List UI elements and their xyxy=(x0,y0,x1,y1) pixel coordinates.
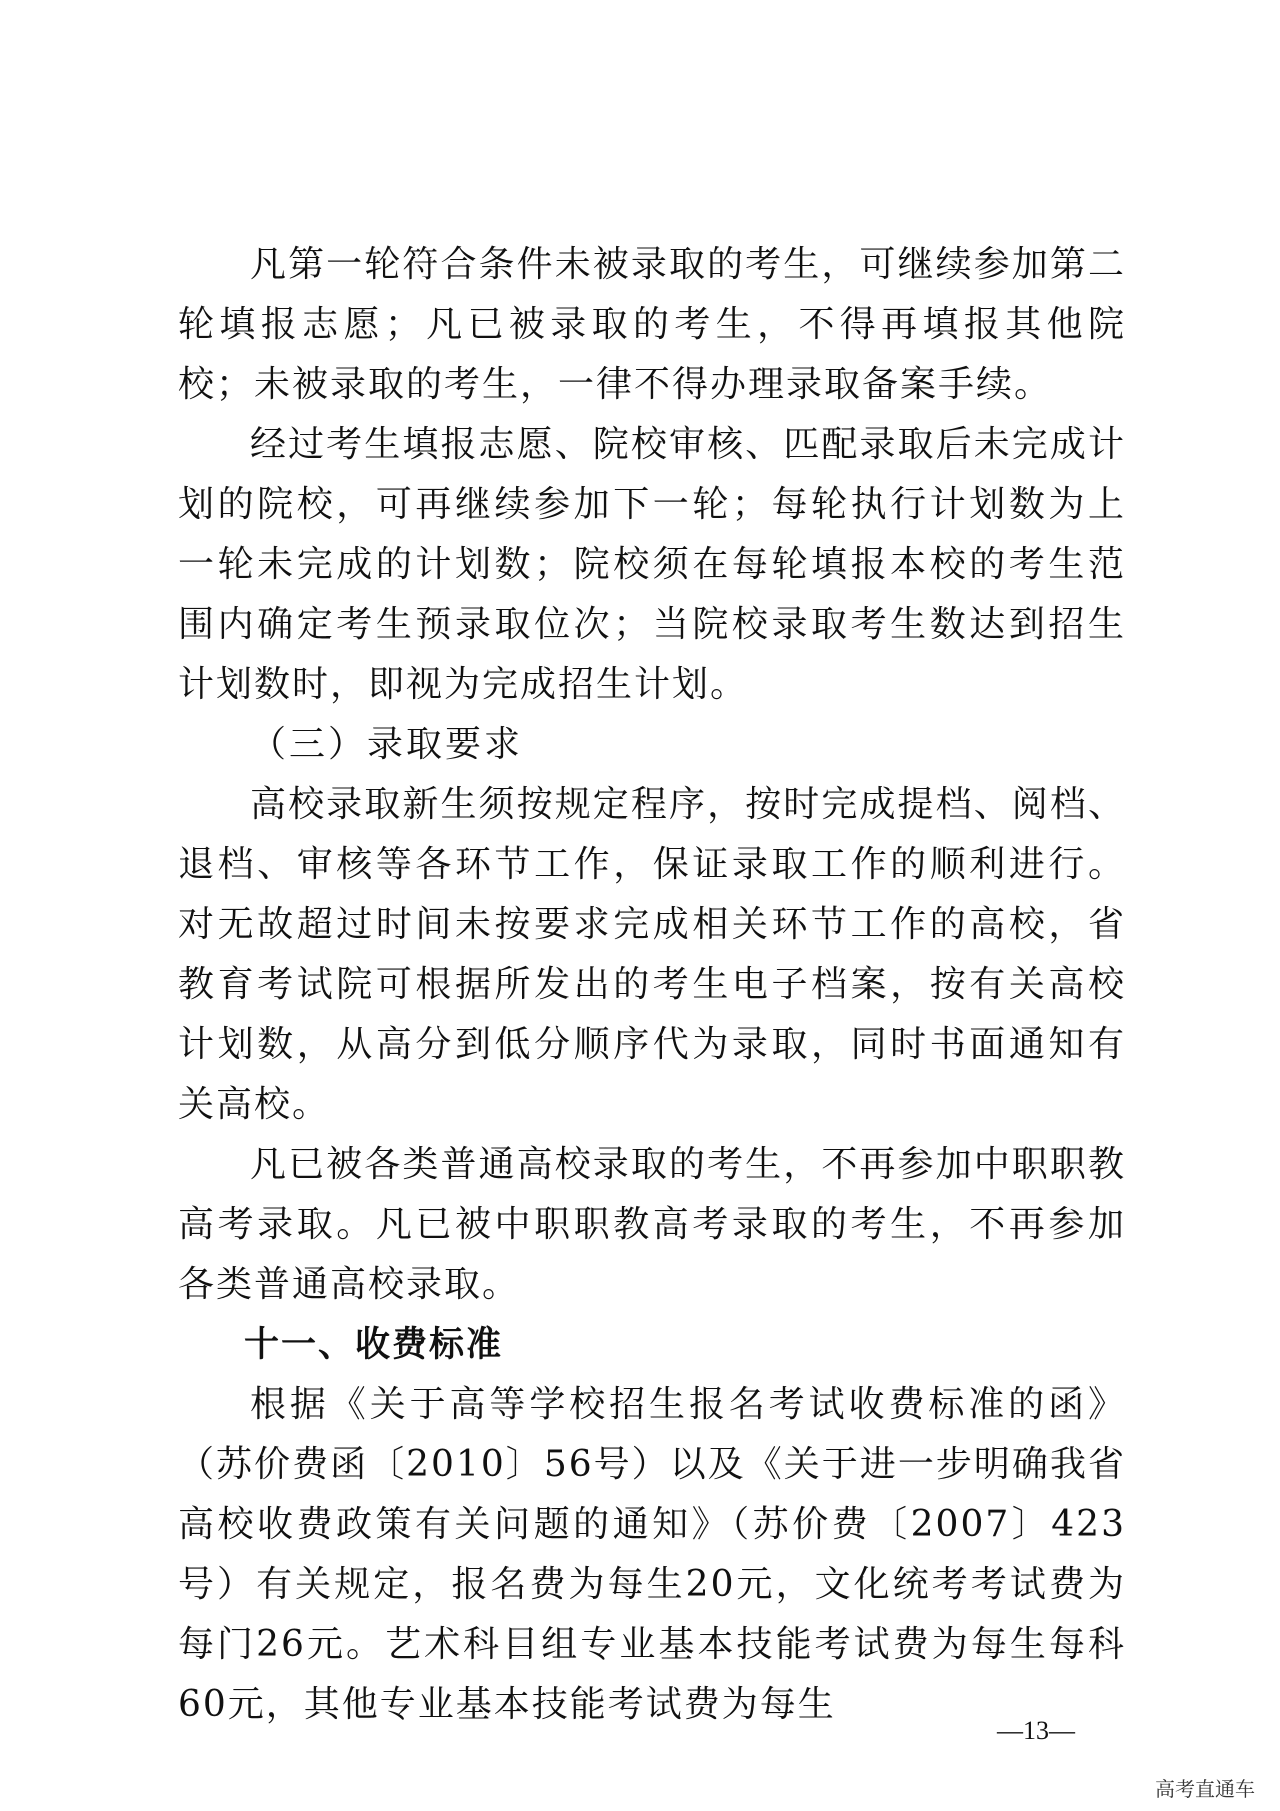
document-body xyxy=(178,235,1126,1735)
paragraph-no-duplicate-admission: 凡已被各类普通高校录取的考生，不再参加中职职教高考录取。凡已被中职职教高考录取的考生，不再参加各类普通高校录取。 xyxy=(178,1144,1126,1305)
section-heading-fee-standards: 十一、收费标准 xyxy=(244,1325,504,1365)
section-subheading-admission-requirements: （三）录取要求 xyxy=(250,724,524,765)
paragraph-admission-procedure: 高校录取新生须按规定程序，按时完成提档、阅档、退档、审核等各环节工作，保证录取工作的顺利进行。对无故超过时间未按要求完成相关环节工作的高校，省教育考试院可根据所发出的考生电子档案，按有关高校计划数，从高分到低分顺序代为录取，同时书面通知有关高校。 xyxy=(178,784,1126,1125)
page-number: —13— xyxy=(997,1716,1075,1745)
paragraph-second-round: 凡第一轮符合条件未被录取的考生，可继续参加第二轮填报志愿；凡已被录取的考生，不得再填报其他院校；未被录取的考生，一律不得办理录取备案手续。 xyxy=(178,244,1126,405)
paragraph-next-round: 经过考生填报志愿、院校审核、匹配录取后未完成计划的院校，可再继续参加下一轮；每轮执行计划数为上一轮未完成的计划数；院校须在每轮填报本校的考生范围内确定考生预录取位次；当院校录取考生数达到招生计划数时，即视为完成招生计划。 xyxy=(178,424,1126,705)
watermark-label: 高考直通车 xyxy=(1155,1777,1255,1801)
paragraph-fees: 根据《关于高等学校招生报名考试收费标准的函》（苏价费函〔2010〕56号）以及《关于进一步明确我省高校收费政策有关问题的通知》（苏价费〔2007〕423号）有关规定，报名费为每生20元，文化统考考试费为每门26元。艺术科目组专业基本技能考试费为每生每科60元，其他专业基本技能考试费为每生 xyxy=(178,1384,1126,1725)
